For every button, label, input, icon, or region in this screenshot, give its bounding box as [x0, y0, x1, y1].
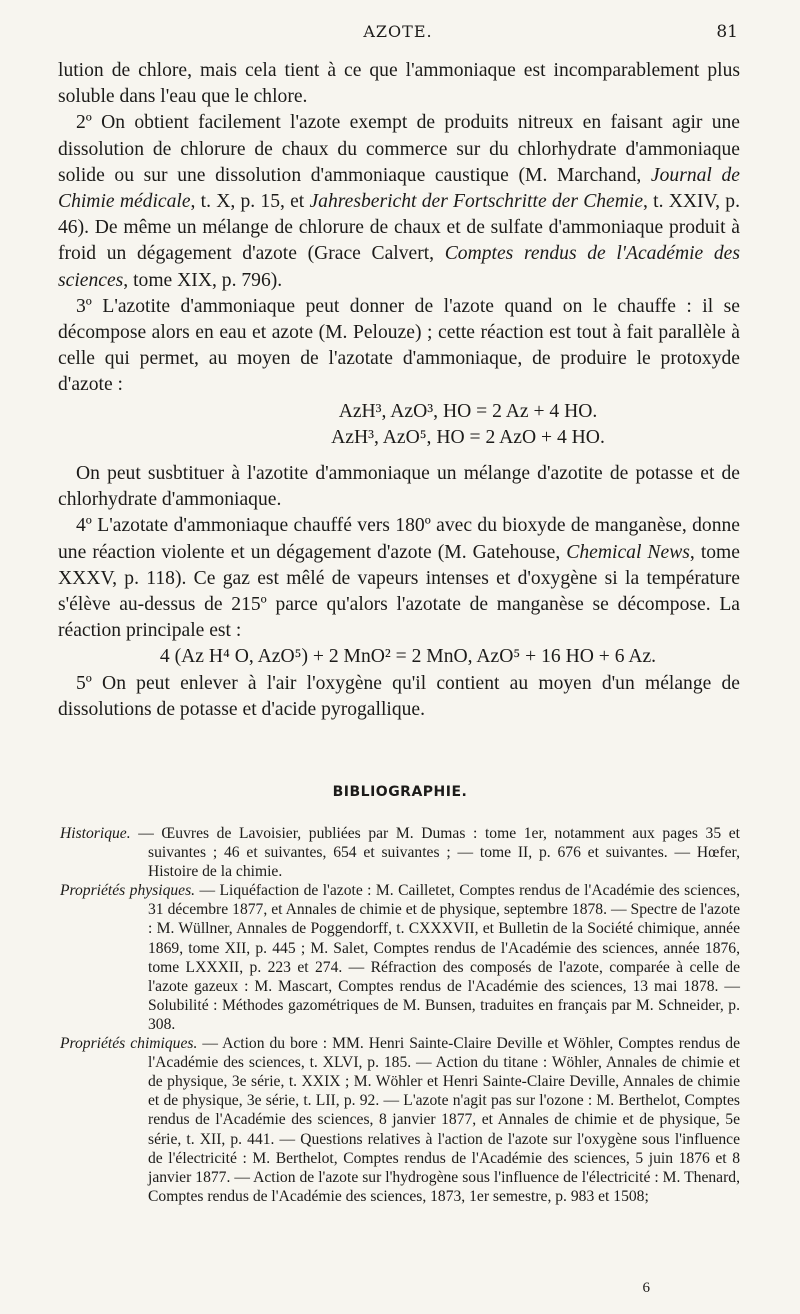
citation-title: Journal de Chimie médicale — [58, 164, 740, 213]
main-text — [58, 58, 740, 723]
page-number: 81 — [716, 22, 738, 42]
running-header — [58, 22, 738, 48]
entry-label: Propriétés chimiques. — [60, 1035, 198, 1053]
paragraph-3b: On peut susbtituer à l'azotite d'ammoniaque un mélange d'azotite de potasse et de chlorhydrate d'ammoniaque. — [58, 463, 740, 511]
bibliography-heading: BIBLIOGRAPHIE. — [332, 784, 468, 800]
bibliography-list — [60, 824, 740, 1206]
item-number: 3º — [76, 295, 92, 317]
item-number: 4º — [76, 515, 92, 537]
item-number: 5º — [76, 672, 92, 694]
chemical-equation: AzH³, AzO⁵, HO = 2 AzO + 4 HO. — [331, 426, 605, 448]
bibliography-entry: Historique. — Œuvres de Lavoisier, publiées par M. Dumas : tome 1er, notamment aux pages 35 et suivantes ; 46 et suivantes, 654 et suivantes ; — tome II, p. 676 et suivantes. — Hœfer, Histoire de la chimie. — [60, 825, 740, 881]
entry-label: Propriétés physiques. — [60, 882, 196, 900]
paragraph-continuation: lution de chlore, mais cela tient à ce que l'ammoniaque est incomparablement plus soluble dans l'eau que le chlore. — [58, 60, 740, 108]
chemical-equation: 4 (Az H⁴ O, AzO⁵) + 2 MnO² = 2 MnO, AzO⁵ + 16 HO + 6 Az. — [159, 646, 657, 668]
paragraph-2: 2º On obtient facilement l'azote exempt de produits nitreux en faisant agir une dissolution de chlorure de chaux du commerce sur du chlorhydrate d'ammoniaque solide ou sur une dissolution d'ammoniaque caustique (M. Marchand, Journal de Chimie médicale, t. X, p. 15, et Jahresbericht der Fortschritte der Chemie, t. XXIV, p. 46). De même un mélange de chlorure de chaux et de sulfate d'ammoniaque produit à froid un dégagement d'azote (Grace Calvert, Comptes rendus de l'Académie des sciences, tome XIX, p. 796). — [58, 112, 740, 291]
paragraph-4: 4º L'azotate d'ammoniaque chauffé vers 180º avec du bioxyde de manganèse, donne une réaction violente et un dégagement d'azote (M. Gatehouse, Chemical News, tome XXXV, p. 118). Ce gaz est mêlé de vapeurs intenses et d'oxygène si la température s'élève au-dessus de 215º parce qu'alors l'azotate de manganèse se décompose. La réaction principale est : — [58, 515, 740, 642]
citation-title: Comptes rendus de l'Académie des sciences — [58, 243, 740, 291]
paragraph-5: 5º On peut enlever à l'air l'oxygène qu'il contient au moyen d'un mélange de dissolutions de potasse et d'acide pyrogallique. — [58, 672, 740, 720]
bibliography-entry: Propriétés physiques. — Liquéfaction de l'azote : M. Cailletet, Comptes rendus de l'Académie des sciences, 31 décembre 1877, et Annales de chimie et de physique, septembre 1878. — Spectre de l'azote : M. Wüllner, Annales de Poggendorff, t. CXXXVII, et Bulletin de la Société chimique, année 1869, tome XII, p. 445 ; M. Salet, Comptes rendus de l'Académie des sciences, année 1876, tome LXXXII, p. 223 et 274. — Réfraction des composés de l'azote, comparée à celle de l'azote gazeux : M. Mascart, Comptes rendus de l'Académie des sciences, 13 mai 1878. — Solubilité : Méthodes gazométriques de M. Bunsen, traduites en français par M. Schneider, p. 308. — [60, 882, 740, 1033]
citation-title: Jahresbericht der Fortschritte der Chemie — [309, 191, 644, 213]
entry-label: Historique. — [60, 825, 131, 842]
paragraph-3: 3º L'azotite d'ammoniaque peut donner de l'azote quand on le chauffe : il se décompose alors en eau et azote (M. Pelouze) ; cette réaction est tout à fait parallèle à celle qui permet, au moyen de l'azotate d'ammoniaque, de produire le protoxyde d'azote : — [58, 295, 740, 396]
chemical-equation: AzH³, AzO³, HO = 2 Az + 4 HO. — [338, 400, 598, 422]
citation-title: Chemical News — [566, 541, 690, 563]
bibliography-entry: Propriétés chimiques. — Action du bore : MM. Henri Sainte-Claire Deville et Wöhler, Comptes rendus de l'Académie des sciences, t. XLVI, p. 185. — Action du titane : Wöhler, Annales de chimie et de physique, 3e série, t. XXIX ; M. Wöhler et Henri Sainte-Claire Deville, Annales de chimie et de physique, 3e série, t. LII, p. 92. — L'azote n'agit pas sur l'ozone : M. Berthelot, Comptes rendus de l'Académie des sciences, 8 janvier 1877, et Annales de chimie et de physique, 5e série, t. XII, p. 441. — Questions relatives à l'action de l'azote sur l'oxygène sous l'influence de l'électricité : M. Berthelot, Comptes rendus de l'Académie des sciences, 5 juin 1876 et 8 janvier 1877. — Action de l'azote sur l'hydrogène sous l'influence de l'électricité : M. Thenard, Comptes rendus de l'Académie des sciences, 1873, 1er semestre, p. 983 et 1508; — [60, 1035, 741, 1205]
header-title: AZOTE. — [363, 22, 433, 41]
item-number: 2º — [76, 112, 92, 134]
signature-mark: 6 — [642, 1280, 650, 1296]
